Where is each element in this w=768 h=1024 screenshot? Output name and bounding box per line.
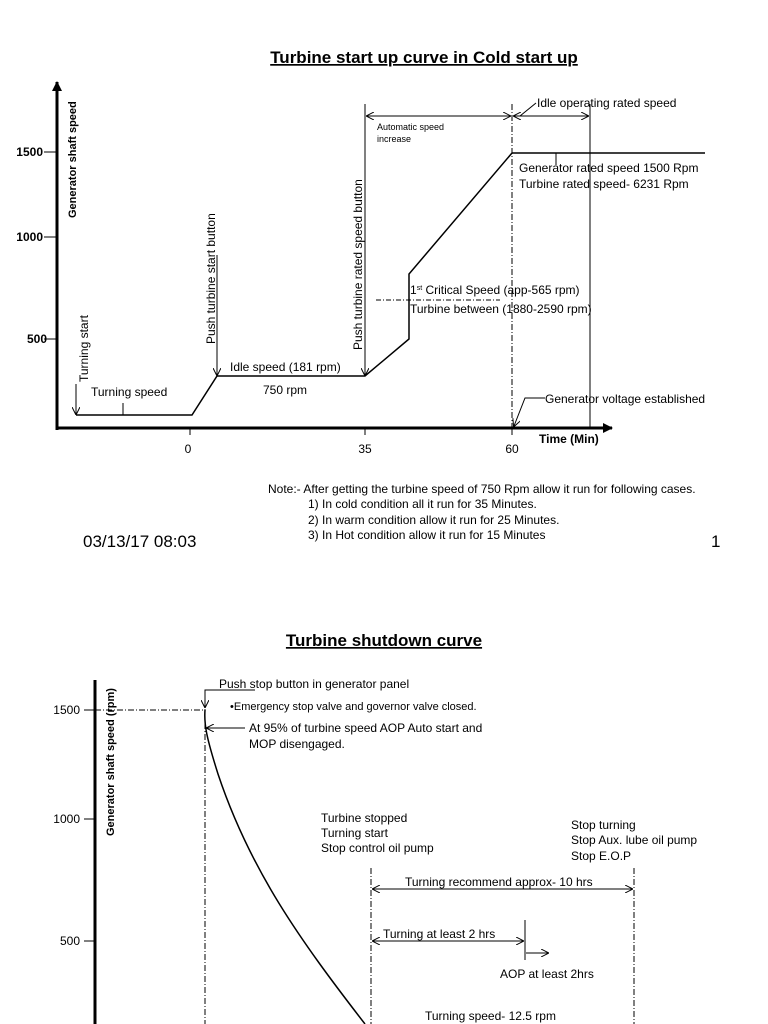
auto-increase-label: Automatic speed bbox=[377, 122, 445, 132]
emergency-label: •Emergency stop valve and governor valve closed. bbox=[230, 701, 477, 713]
startup-x-axis-label: Time (Min) bbox=[539, 432, 599, 446]
critical-speed-label: 1st Critical Speed (app-565 rpm) bbox=[410, 283, 580, 297]
startup-x-tick: 35 bbox=[358, 442, 372, 456]
startup-y-tick: 1000 bbox=[16, 230, 43, 244]
startup-speed-curve bbox=[76, 153, 705, 415]
critical-range-label: Turbine between (1880-2590 rpm) bbox=[410, 302, 592, 316]
shutdown-y-tick: 500 bbox=[59, 934, 80, 948]
turning-speed-rpm-label: Turning speed- 12.5 rpm bbox=[425, 1009, 556, 1023]
turning-speed-label: Turning speed bbox=[91, 385, 168, 399]
gen-rated-label: Generator rated speed 1500 Rpm bbox=[519, 161, 699, 175]
turning-start-label: Turning start bbox=[77, 315, 91, 382]
note-line: 1) In cold condition all it run for 35 Minutes. bbox=[308, 497, 537, 511]
turning-least-label: Turning at least 2 hrs bbox=[383, 927, 496, 941]
push-stop-label: Push stop button in generator panel bbox=[219, 677, 410, 691]
note-line: 2) In warm condition allow it run for 25 Minutes. bbox=[308, 513, 560, 527]
startup-title: Turbine start up curve in Cold start up bbox=[270, 48, 578, 67]
footer-page-number: 1 bbox=[711, 532, 721, 551]
startup-chart bbox=[16, 48, 705, 542]
aop-least-label: AOP at least 2hrs bbox=[500, 967, 594, 981]
push-rated-label: Push turbine rated speed button bbox=[351, 179, 365, 350]
startup-y-axis-label: Generator shaft speed bbox=[67, 101, 79, 218]
turning-recommend-label: Turning recommend approx- 10 hrs bbox=[405, 875, 593, 889]
idle-speed-label: Idle speed (181 rpm) bbox=[230, 360, 341, 374]
turbine-stopped-label: Turbine stopped bbox=[321, 811, 408, 825]
aop-auto-label: At 95% of turbine speed AOP Auto start and bbox=[249, 721, 483, 735]
shutdown-speed-curve bbox=[205, 710, 365, 1024]
stop-turning-label: Stop E.O.P bbox=[571, 849, 632, 863]
aop-auto-label: MOP disengaged. bbox=[249, 737, 345, 751]
idle-rated-label: Idle operating rated speed bbox=[537, 96, 677, 110]
rpm-750-label: 750 rpm bbox=[263, 383, 308, 397]
push-start-label: Push turbine start button bbox=[204, 213, 218, 344]
startup-y-tick: 1500 bbox=[16, 145, 43, 159]
turbine-rated-label: Turbine rated speed- 6231 Rpm bbox=[519, 177, 689, 191]
shutdown-y-axis-label: Generator shaft speed (rpm) bbox=[105, 688, 117, 836]
shutdown-chart bbox=[53, 631, 697, 1024]
shutdown-y-tick: 1500 bbox=[53, 703, 80, 717]
shutdown-title: Turbine shutdown curve bbox=[285, 631, 483, 650]
startup-x-tick: 60 bbox=[505, 442, 519, 456]
turbine-stopped-label: Turning start bbox=[321, 826, 388, 840]
shutdown-y-tick: 1000 bbox=[53, 812, 80, 826]
note-line: 3) In Hot condition allow it run for 15 Minutes bbox=[308, 528, 546, 542]
startup-x-tick: 0 bbox=[184, 442, 192, 456]
auto-increase-label: increase bbox=[377, 134, 412, 144]
startup-y-tick: 500 bbox=[26, 332, 47, 346]
stop-turning-label: Stop Aux. lube oil pump bbox=[571, 833, 698, 847]
turbine-stopped-label: Stop control oil pump bbox=[321, 841, 434, 855]
footer-datetime: 03/13/17 08:03 bbox=[83, 532, 197, 551]
stop-turning-label: Stop turning bbox=[571, 818, 636, 832]
note-line: Note:- After getting the turbine speed of 750 Rpm allow it run for following cases. bbox=[268, 482, 696, 496]
voltage-label: Generator voltage established bbox=[545, 392, 706, 406]
